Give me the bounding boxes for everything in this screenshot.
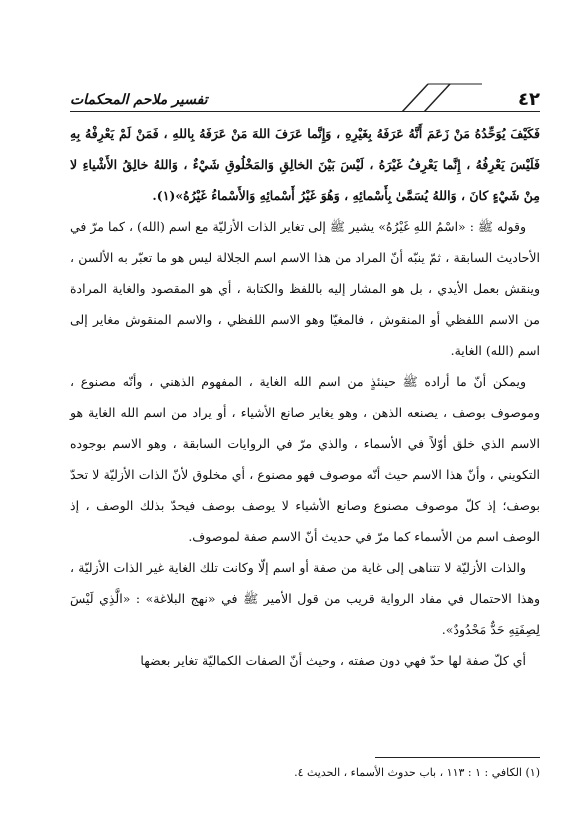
header-rule	[70, 111, 540, 112]
paragraph-3: والذات الأزليّة لا تتناهى إلى غاية من صفة أو اسم إلّا وكانت تلك الغاية غير الذات الأزليّة ، وهذا الاحتمال في مفاد الرواية قريب من قول الأمير ﷺ في «نهج البلاغة» : «الَّذِي لَيْسَ لِصِفَتِهِ حَدٌّ مَحْدُودٌ».	[70, 560, 540, 637]
running-title: تفسير ملاحم المحكمات	[70, 92, 208, 108]
hadith-quote: فَكَيْفَ يُوَحِّدُهُ مَنْ زَعَمَ أَنَّهُ عَرَفَهُ بِغَيْرِهِ ، وَإِنَّما عَرَفَ اللهَ مَنْ عَرَفَهُ بِاللهِ ، فَمَنْ لَمْ يَعْرِفْهُ بِهِ فَلَيْسَ يَعْرِفُهُ ، إِنَّما يَعْرِفُ غَيْرَهُ ، لَيْسَ بَيْنَ الخالِقِ وَالمَخْلُوقِ شَيْءٌ ، وَاللهُ خالِقُ الأَشْياءِ لا مِنْ شَيْءٍ كانَ ، وَاللهُ يُسَمَّىٰ بِأَسْمائِهِ ، وَهُوَ غَيْرُ أَسْمائِهِ وَالأَسْماءُ غَيْرُهُ»(١).	[70, 126, 540, 203]
footnote-rule	[375, 757, 540, 758]
page-number: ٤٢	[518, 89, 540, 110]
paragraph-1: وقوله ﷺ : «اسْمُ اللهِ غَيْرُهُ» يشير ﷺ إلى تغاير الذات الأزليّة مع اسم (الله) ، كما مرّ في الأحاديث السابقة ، ثمّ ينبّه أنّ المراد من هذا الاسم اسم الجلالة ليس هو ما تعبّر به الألسن ، وينقش بعمل الأيدي ، بل هو المشار إليه باللفظ والكتابة ، أي هو المقصود والغاية المرادة من الاسم اللفظي أو المنقوش ، فالمغيّا وهو الاسم اللفظي ، والاسم المنقوش مغاير إلى اسم (الله) الغاية.	[70, 219, 540, 358]
page-header	[70, 82, 540, 112]
paragraph-4: أي كلّ صفة لها حدّ فهي دون صفته ، وحيث أنّ الصفات الكماليّة تغاير بعضها	[140, 653, 526, 668]
paragraph-2: ويمكن أنّ ما أراده ﷺ حينئذٍ من اسم الله الغاية ، المفهوم الذهني ، وأنّه مصنوع ، وموصوف بوصف ، يصنعه الذهن ، وهو يغاير صانع الأشياء ، أو يراد من اسم الله الغاية هو الاسم الذي خلق أوّلاً في الأسماء ، والذي مرّ في الروايات السابقة ، وهو الاسم بوجوده التكويني ، وأنّ هذا الاسم حيث أنّه موصوف فهو مصنوع ، أي مخلوق لأنّ الذات الأزليّة لا تحدّ بوصف؛ إذ كلّ موصوف مصنوع وصانع الأشياء لا يوصف بوصف فيحدّ بذلك الوصف ، إذ الوصف اسم من الأسماء كما مرّ في حديث أنّ الاسم صفة لموصوف.	[70, 374, 540, 544]
header-ornament	[402, 82, 482, 112]
main-text	[70, 118, 540, 676]
footnote: (١) الكافي : ١ : ١١٣ ، باب حدوث الأسماء ، الحديث ٤.	[294, 766, 540, 779]
